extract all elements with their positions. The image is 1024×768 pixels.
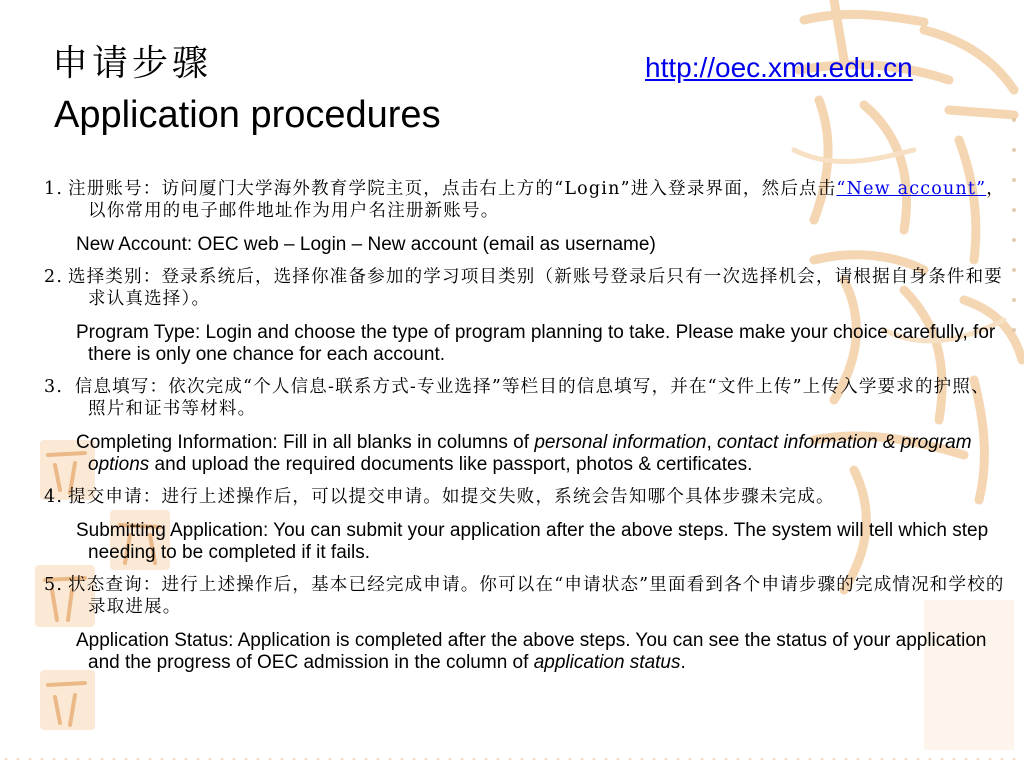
step-number: 5. [44,575,64,595]
step-4-text: 提交申请：进行上述操作后，可以提交申请。如提交失败，系统会告知哪个具体步骤未完成。 [68,487,835,507]
step-number: 4. [44,487,64,507]
step-number: 1. [44,179,64,199]
contact-information-term: contact information & program options [88,432,972,475]
new-account-link[interactable]: “New account” [836,179,987,199]
page-title-chinese: 申请步骤 [52,43,213,84]
step-2-english: Program Type: Login and choose the type of program planning to take. Please make your choice carefully, for there is only one chance for each account. [76,322,996,365]
step-5-text: 状态查询：进行上述操作后，基本已经完成申请。你可以在“申请状态”里面看到各个申请步骤的完成情况和学校的录取进展。 [68,575,1005,617]
step-number: 2. [44,267,64,287]
step-number: 3. [44,377,64,397]
step-3-en-text: Completing Information: Fill in all blanks in columns of [76,432,535,453]
step-5-en-text: Application Status: Application is completed after the above steps. You can see the status of your application and the progress of OEC admission in the column of [76,630,987,673]
step-1-text-end: ，以你常用的电子邮件地址作为用户名注册新账号。 [88,179,1005,221]
step-3-text: 信息填写：依次完成“个人信息-联系方式-专业选择”等栏目的信息填写，并在“文件上传”上传入学要求的护照、照片和证书等材料。 [68,377,990,419]
step-5-english [44,630,1006,674]
separator: , [706,432,718,453]
application-status-term: application status [533,652,681,673]
oec-website-link[interactable]: http://oec.xmu.edu.cn [645,52,913,83]
step-4-chinese [44,486,1006,508]
step-1-chinese [44,178,1006,222]
step-5-en-text-end: . [680,652,686,673]
step-3-chinese [44,376,1006,420]
step-1-english: New Account: OEC web – Login – New account (email as username) [76,234,656,255]
step-4-english: Submitting Application: You can submit your application after the above steps. The system will tell which step needing to be completed if it fails. [76,520,989,563]
step-2-text: 选择类别：登录系统后，选择你准备参加的学习项目类别（新账号登录后只有一次选择机会，请根据自身条件和要求认真选择）。 [68,267,1003,309]
personal-information-term: personal information [534,432,707,453]
procedure-list [44,178,1006,684]
dotted-footer-border [0,754,1024,768]
step-3-english [44,432,1006,476]
step-2-chinese [44,266,1006,310]
step-1-text: 注册账号：访问厦门大学海外教育学院主页，点击右上方的“Login”进入登录界面，然后点击 [68,179,837,199]
step-3-en-text-end: and upload the required documents like passport, photos & certificates. [149,454,753,475]
step-5-chinese [44,574,1006,618]
page-title-english: Application procedures [54,94,441,136]
